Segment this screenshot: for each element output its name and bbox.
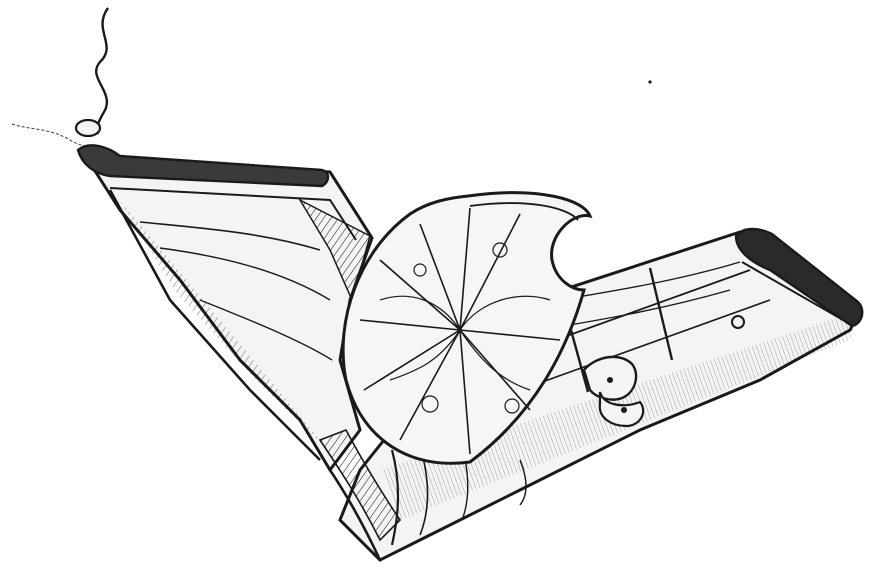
upper-rolled-rim <box>76 120 328 186</box>
upper-cannon-plate <box>88 160 372 470</box>
ink-speck <box>648 80 651 83</box>
